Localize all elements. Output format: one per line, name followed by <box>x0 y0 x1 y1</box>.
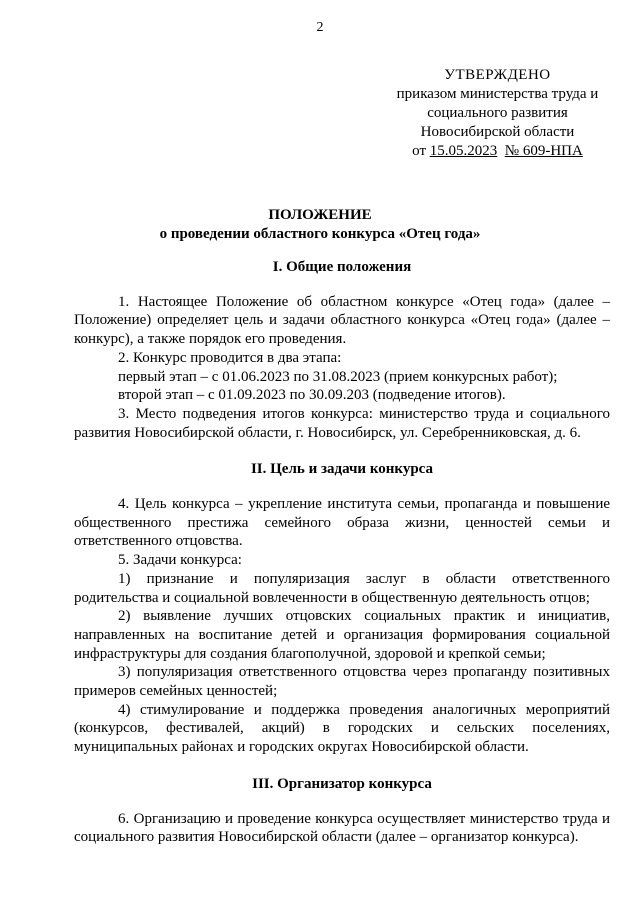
paragraph: 1) признание и популяризация заслуг в области ответственного родительства и социальной вовлеченности в общественную деятельность отцов; <box>74 570 610 606</box>
approval-line: Новосибирской области <box>420 124 575 140</box>
paragraph: первый этап – с 01.06.2023 по 31.08.2023 (прием конкурсных работ); <box>118 368 558 385</box>
approval-date: 15.05.2023 <box>429 143 498 159</box>
title-line-1: ПОЛОЖЕНИЕ <box>268 207 372 223</box>
approval-date-prefix: от <box>412 143 427 159</box>
approval-line: социального развития <box>427 105 568 121</box>
approval-number: № 609-НПА <box>504 143 583 159</box>
document-title <box>0 206 640 244</box>
paragraph: 6. Организацию и проведение конкурса осуществляет министерство труда и социального развития Новосибирской области (далее – организатор конкурса). <box>74 810 610 846</box>
document-body <box>74 258 610 847</box>
paragraph: 3. Место подведения итогов конкурса: министерство труда и социального развития Новосибирской области, г. Новосибирск, ул. Серебренниковская, д. 6. <box>74 405 610 441</box>
paragraph: 4. Цель конкурса – укрепление института семьи, пропаганда и повышение общественного престижа семейного образа жизни, ценностей семьи и ответственного отцовства. <box>74 496 610 550</box>
title-line-2: о проведении областного конкурса «Отец года» <box>159 226 481 242</box>
approval-title: УТВЕРЖДЕНО <box>444 67 551 83</box>
approval-block <box>380 66 615 161</box>
paragraph: 3) популяризация ответственного отцовства через пропаганду позитивных примеров семейных ценностей; <box>74 664 610 700</box>
paragraph: 2) выявление лучших отцовских социальных практик и инициатив, направленных на воспитание детей и организация формирования социальной инфраструктуры для создания благополучной, здоровой и крепкой семьи; <box>74 608 610 662</box>
section-heading: II. Цель и задачи конкурса <box>250 461 434 478</box>
paragraph: 2. Конкурс проводится в два этапа: <box>118 349 342 366</box>
paragraph: 4) стимулирование и поддержка проведения аналогичных мероприятий (конкурсов, фестивалей, акций) в городских и сельских поселениях, муниципальных районах и городских округах Новосибирской области. <box>74 701 610 756</box>
section-heading: III. Организатор конкурса <box>252 775 432 792</box>
approval-line: приказом министерства труда и <box>396 86 599 102</box>
section-heading: I. Общие положения <box>272 259 412 275</box>
page-number: 2 <box>316 20 324 35</box>
paragraph: 5. Задачи конкурса: <box>118 552 242 569</box>
paragraph: второй этап – с 01.09.2023 по 30.09.203 (подведение итогов). <box>118 387 506 404</box>
paragraph: 1. Настоящее Положение об областном конкурсе «Отец года» (далее – Положение) определяет цель и задачи областного конкурса «Отец года» (далее – конкурс), а также порядок его проведения. <box>74 293 610 348</box>
approval-date-line <box>380 142 615 161</box>
